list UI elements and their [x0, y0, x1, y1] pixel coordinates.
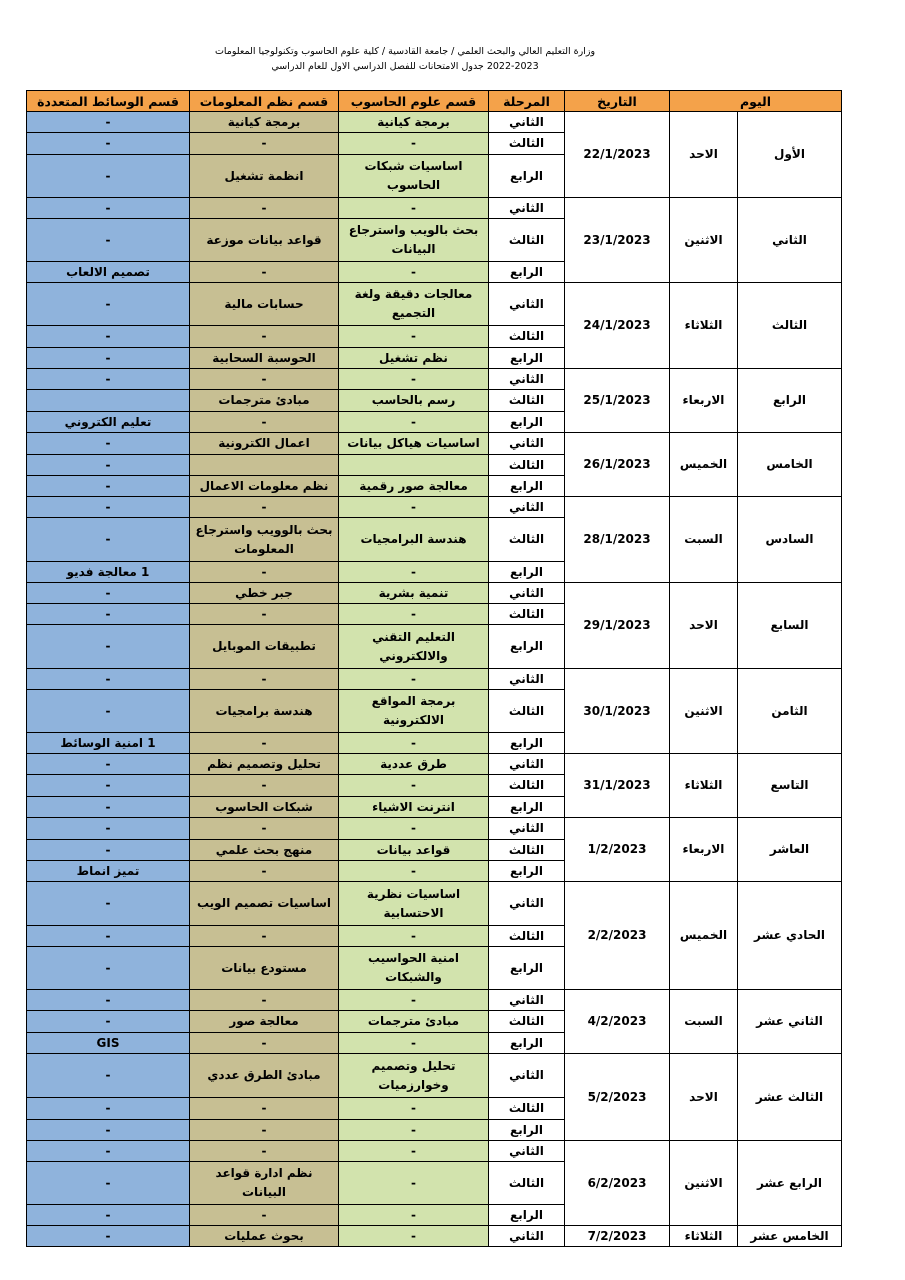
- document-header: [200, 44, 610, 74]
- cs-subject-cell: التعليم التقني والالكتروني: [339, 625, 489, 669]
- cs-subject-cell: -: [339, 198, 489, 219]
- stage-cell: الرابع: [489, 861, 565, 882]
- stage-cell: الثالث: [489, 518, 565, 562]
- cs-subject-cell: -: [339, 604, 489, 625]
- mm-subject-cell: [27, 390, 190, 412]
- stage-cell: الثاني: [489, 882, 565, 926]
- weekday-name: السبت: [670, 497, 738, 583]
- cs-subject-cell: -: [339, 1141, 489, 1162]
- cs-subject-cell: معالجة صور رقمية: [339, 476, 489, 497]
- mm-subject-cell: -: [27, 369, 190, 390]
- mm-subject-cell: -: [27, 433, 190, 455]
- mm-subject-cell: -: [27, 476, 190, 497]
- mm-subject-cell: -: [27, 926, 190, 947]
- stage-cell: الثاني: [489, 669, 565, 690]
- mm-subject-cell: GIS: [27, 1033, 190, 1054]
- weekday-name: الاثنين: [670, 669, 738, 754]
- is-subject-cell: بحوث عمليات: [190, 1226, 339, 1247]
- mm-subject-cell: تميز انماط: [27, 861, 190, 882]
- weekday-name: الثلاثاء: [670, 754, 738, 818]
- stage-cell: الرابع: [489, 947, 565, 990]
- mm-subject-cell: تصميم الالعاب: [27, 262, 190, 283]
- exam-date: 4/2/2023: [565, 990, 670, 1054]
- mm-subject-cell: -: [27, 155, 190, 198]
- stage-cell: الرابع: [489, 1120, 565, 1141]
- stage-cell: الثالث: [489, 219, 565, 262]
- is-subject-cell: جبر خطي: [190, 583, 339, 604]
- mm-subject-cell: -: [27, 1205, 190, 1226]
- table-row: [27, 669, 842, 690]
- table-row: [27, 1141, 842, 1162]
- stage-cell: الثاني: [489, 433, 565, 455]
- is-subject-cell: -: [190, 198, 339, 219]
- day-ordinal: الخامس: [738, 433, 842, 497]
- stage-cell: الرابع: [489, 348, 565, 369]
- stage-cell: الثالث: [489, 1162, 565, 1205]
- exam-date: 22/1/2023: [565, 112, 670, 198]
- stage-cell: الرابع: [489, 797, 565, 818]
- is-subject-cell: قواعد بيانات موزعة: [190, 219, 339, 262]
- header-cs-dept: قسم علوم الحاسوب: [339, 91, 489, 112]
- is-subject-cell: مبادئ مترجمات: [190, 390, 339, 412]
- exam-date: 7/2/2023: [565, 1226, 670, 1247]
- day-ordinal: الثالث: [738, 283, 842, 369]
- day-ordinal: الأول: [738, 112, 842, 198]
- cs-subject-cell: برمجة المواقع الالكترونية: [339, 690, 489, 733]
- is-subject-cell: -: [190, 1120, 339, 1141]
- mm-subject-cell: -: [27, 348, 190, 369]
- mm-subject-cell: -: [27, 797, 190, 818]
- table-row: [27, 754, 842, 775]
- stage-cell: الثاني: [489, 369, 565, 390]
- day-ordinal: الرابع: [738, 369, 842, 433]
- mm-subject-cell: -: [27, 497, 190, 518]
- mm-subject-cell: -: [27, 219, 190, 262]
- day-ordinal: الحادي عشر: [738, 882, 842, 990]
- cs-subject-cell: -: [339, 562, 489, 583]
- is-subject-cell: معالجة صور: [190, 1011, 339, 1033]
- weekday-name: السبت: [670, 990, 738, 1054]
- day-ordinal: العاشر: [738, 818, 842, 882]
- stage-cell: الثالث: [489, 1011, 565, 1033]
- mm-subject-cell: -: [27, 669, 190, 690]
- stage-cell: الثالث: [489, 326, 565, 348]
- cs-subject-cell: -: [339, 733, 489, 754]
- weekday-name: الخميس: [670, 433, 738, 497]
- mm-subject-cell: -: [27, 604, 190, 625]
- exam-schedule-table: [26, 90, 842, 1247]
- stage-cell: الثاني: [489, 283, 565, 326]
- stage-cell: الثالث: [489, 133, 565, 155]
- is-subject-cell: [190, 455, 339, 476]
- is-subject-cell: الحوسبة السحابية: [190, 348, 339, 369]
- day-ordinal: الرابع عشر: [738, 1141, 842, 1226]
- is-subject-cell: حسابات مالية: [190, 283, 339, 326]
- stage-cell: الرابع: [489, 412, 565, 433]
- is-subject-cell: -: [190, 497, 339, 518]
- is-subject-cell: -: [190, 604, 339, 625]
- mm-subject-cell: -: [27, 1162, 190, 1205]
- stage-cell: الثاني: [489, 112, 565, 133]
- exam-date: 5/2/2023: [565, 1054, 670, 1141]
- weekday-name: الاحد: [670, 1054, 738, 1141]
- stage-cell: الثالث: [489, 775, 565, 797]
- table-row: [27, 990, 842, 1011]
- cs-subject-cell: -: [339, 326, 489, 348]
- cs-subject-cell: [339, 455, 489, 476]
- mm-subject-cell: -: [27, 775, 190, 797]
- cs-subject-cell: -: [339, 497, 489, 518]
- stage-cell: الثاني: [489, 1054, 565, 1098]
- is-subject-cell: -: [190, 990, 339, 1011]
- mm-subject-cell: -: [27, 625, 190, 669]
- cs-subject-cell: -: [339, 818, 489, 840]
- mm-subject-cell: -: [27, 112, 190, 133]
- stage-cell: الثاني: [489, 818, 565, 840]
- cs-subject-cell: -: [339, 861, 489, 882]
- mm-subject-cell: -: [27, 133, 190, 155]
- is-subject-cell: -: [190, 1033, 339, 1054]
- is-subject-cell: -: [190, 562, 339, 583]
- mm-subject-cell: -: [27, 1098, 190, 1120]
- cs-subject-cell: قواعد بيانات: [339, 840, 489, 861]
- day-ordinal: السابع: [738, 583, 842, 669]
- is-subject-cell: انظمة تشغيل: [190, 155, 339, 198]
- header-line-ministry: وزارة التعليم العالي والبحث العلمي / جامعة القادسية / كلية علوم الحاسوب وتكنولوجيا المعلومات: [214, 46, 596, 57]
- mm-subject-cell: -: [27, 990, 190, 1011]
- header-date: التاريخ: [565, 91, 670, 112]
- stage-cell: الثاني: [489, 497, 565, 518]
- mm-subject-cell: -: [27, 1141, 190, 1162]
- is-subject-cell: -: [190, 369, 339, 390]
- stage-cell: الرابع: [489, 155, 565, 198]
- cs-subject-cell: معالجات دقيقة ولغة التجميع: [339, 283, 489, 326]
- cs-subject-cell: بحث بالويب واسترجاع البيانات: [339, 219, 489, 262]
- exam-date: 6/2/2023: [565, 1141, 670, 1226]
- cs-subject-cell: -: [339, 1205, 489, 1226]
- cs-subject-cell: -: [339, 775, 489, 797]
- weekday-name: الثلاثاء: [670, 1226, 738, 1247]
- cs-subject-cell: -: [339, 1098, 489, 1120]
- cs-subject-cell: -: [339, 1162, 489, 1205]
- weekday-name: الثلاثاء: [670, 283, 738, 369]
- exam-date: 23/1/2023: [565, 198, 670, 283]
- day-ordinal: التاسع: [738, 754, 842, 818]
- table-row: [27, 583, 842, 604]
- is-subject-cell: -: [190, 818, 339, 840]
- is-subject-cell: تطبيقات الموبايل: [190, 625, 339, 669]
- cs-subject-cell: -: [339, 926, 489, 947]
- is-subject-cell: شبكات الحاسوب: [190, 797, 339, 818]
- cs-subject-cell: -: [339, 1120, 489, 1141]
- mm-subject-cell: -: [27, 882, 190, 926]
- cs-subject-cell: -: [339, 412, 489, 433]
- mm-subject-cell: -: [27, 583, 190, 604]
- is-subject-cell: -: [190, 262, 339, 283]
- weekday-name: الخميس: [670, 882, 738, 990]
- exam-date: 30/1/2023: [565, 669, 670, 754]
- is-subject-cell: نظم ادارة قواعد البيانات: [190, 1162, 339, 1205]
- weekday-name: الاحد: [670, 583, 738, 669]
- stage-cell: الثالث: [489, 604, 565, 625]
- is-subject-cell: -: [190, 926, 339, 947]
- mm-subject-cell: -: [27, 455, 190, 476]
- mm-subject-cell: -: [27, 198, 190, 219]
- exam-date: 29/1/2023: [565, 583, 670, 669]
- is-subject-cell: منهج بحث علمي: [190, 840, 339, 861]
- stage-cell: الثاني: [489, 583, 565, 604]
- header-mm-dept: قسم الوسائط المتعددة: [27, 91, 190, 112]
- exam-date: 31/1/2023: [565, 754, 670, 818]
- cs-subject-cell: طرق عددية: [339, 754, 489, 775]
- mm-subject-cell: -: [27, 326, 190, 348]
- stage-cell: الثاني: [489, 1226, 565, 1247]
- cs-subject-cell: -: [339, 669, 489, 690]
- mm-subject-cell: -: [27, 1120, 190, 1141]
- header-day: اليوم: [670, 91, 842, 112]
- stage-cell: الثالث: [489, 455, 565, 476]
- mm-subject-cell: 1 معالجة فديو: [27, 562, 190, 583]
- stage-cell: الثالث: [489, 840, 565, 861]
- cs-subject-cell: انترنت الاشياء: [339, 797, 489, 818]
- stage-cell: الثاني: [489, 754, 565, 775]
- cs-subject-cell: -: [339, 1033, 489, 1054]
- cs-subject-cell: -: [339, 369, 489, 390]
- table-row: [27, 818, 842, 840]
- day-ordinal: الخامس عشر: [738, 1226, 842, 1247]
- mm-subject-cell: 1 امنية الوسائط: [27, 733, 190, 754]
- stage-cell: الرابع: [489, 1205, 565, 1226]
- cs-subject-cell: اساسيات نظرية الاحتسابية: [339, 882, 489, 926]
- table-row: [27, 1054, 842, 1098]
- cs-subject-cell: هندسة البرامجيات: [339, 518, 489, 562]
- table-row: [27, 882, 842, 926]
- table-row: [27, 1226, 842, 1247]
- mm-subject-cell: -: [27, 840, 190, 861]
- mm-subject-cell: -: [27, 818, 190, 840]
- mm-subject-cell: -: [27, 754, 190, 775]
- exam-date: 25/1/2023: [565, 369, 670, 433]
- is-subject-cell: هندسة برامجيات: [190, 690, 339, 733]
- table-row: [27, 497, 842, 518]
- weekday-name: الاثنين: [670, 1141, 738, 1226]
- cs-subject-cell: -: [339, 1226, 489, 1247]
- stage-cell: الرابع: [489, 262, 565, 283]
- stage-cell: الرابع: [489, 562, 565, 583]
- day-ordinal: الثامن: [738, 669, 842, 754]
- header-is-dept: قسم نظم المعلومات: [190, 91, 339, 112]
- stage-cell: الثالث: [489, 926, 565, 947]
- is-subject-cell: -: [190, 133, 339, 155]
- day-ordinal: السادس: [738, 497, 842, 583]
- is-subject-cell: برمجة كيانية: [190, 112, 339, 133]
- weekday-name: الاربعاء: [670, 369, 738, 433]
- cs-subject-cell: مبادئ مترجمات: [339, 1011, 489, 1033]
- is-subject-cell: -: [190, 775, 339, 797]
- mm-subject-cell: -: [27, 283, 190, 326]
- cs-subject-cell: -: [339, 990, 489, 1011]
- header-stage: المرحلة: [489, 91, 565, 112]
- stage-cell: الرابع: [489, 476, 565, 497]
- table-row: [27, 198, 842, 219]
- mm-subject-cell: -: [27, 1054, 190, 1098]
- is-subject-cell: -: [190, 1098, 339, 1120]
- stage-cell: الثالث: [489, 1098, 565, 1120]
- is-subject-cell: مبادئ الطرق عددي: [190, 1054, 339, 1098]
- is-subject-cell: -: [190, 669, 339, 690]
- cs-subject-cell: -: [339, 133, 489, 155]
- stage-cell: الثالث: [489, 690, 565, 733]
- header-row: [27, 91, 842, 112]
- cs-subject-cell: برمجة كيانية: [339, 112, 489, 133]
- is-subject-cell: مستودع بيانات: [190, 947, 339, 990]
- mm-subject-cell: -: [27, 1226, 190, 1247]
- weekday-name: الاربعاء: [670, 818, 738, 882]
- is-subject-cell: -: [190, 733, 339, 754]
- weekday-name: الاثنين: [670, 198, 738, 283]
- is-subject-cell: -: [190, 861, 339, 882]
- exam-date: 1/2/2023: [565, 818, 670, 882]
- table-row: [27, 369, 842, 390]
- table-row: [27, 283, 842, 326]
- stage-cell: الثاني: [489, 198, 565, 219]
- mm-subject-cell: -: [27, 1011, 190, 1033]
- exam-date: 28/1/2023: [565, 497, 670, 583]
- day-ordinal: الثاني: [738, 198, 842, 283]
- stage-cell: الرابع: [489, 733, 565, 754]
- mm-subject-cell: -: [27, 518, 190, 562]
- cs-subject-cell: امنية الحواسيب والشبكات: [339, 947, 489, 990]
- is-subject-cell: -: [190, 412, 339, 433]
- is-subject-cell: -: [190, 1205, 339, 1226]
- cs-subject-cell: نظم تشغيل: [339, 348, 489, 369]
- mm-subject-cell: -: [27, 947, 190, 990]
- is-subject-cell: اساسيات تصميم الويب: [190, 882, 339, 926]
- stage-cell: الرابع: [489, 625, 565, 669]
- header-line-title: 2022-2023 جدول الامتحانات للفصل الدراسي الاول للعام الدراسي: [271, 61, 539, 72]
- exam-date: 26/1/2023: [565, 433, 670, 497]
- is-subject-cell: نظم معلومات الاعمال: [190, 476, 339, 497]
- stage-cell: الرابع: [489, 1033, 565, 1054]
- cs-subject-cell: اساسيات شبكات الحاسوب: [339, 155, 489, 198]
- is-subject-cell: بحث بالوويب واسترجاع المعلومات: [190, 518, 339, 562]
- is-subject-cell: اعمال الكترونية: [190, 433, 339, 455]
- stage-cell: الثاني: [489, 990, 565, 1011]
- cs-subject-cell: تحليل وتصميم وخوارزميات: [339, 1054, 489, 1098]
- is-subject-cell: -: [190, 326, 339, 348]
- table-row: [27, 112, 842, 133]
- exam-date: 2/2/2023: [565, 882, 670, 990]
- table-row: [27, 433, 842, 455]
- stage-cell: الثاني: [489, 1141, 565, 1162]
- is-subject-cell: -: [190, 1141, 339, 1162]
- stage-cell: الثالث: [489, 390, 565, 412]
- mm-subject-cell: -: [27, 690, 190, 733]
- cs-subject-cell: اساسيات هياكل بيانات: [339, 433, 489, 455]
- cs-subject-cell: رسم بالحاسب: [339, 390, 489, 412]
- day-ordinal: الثاني عشر: [738, 990, 842, 1054]
- cs-subject-cell: -: [339, 262, 489, 283]
- weekday-name: الاحد: [670, 112, 738, 198]
- day-ordinal: الثالث عشر: [738, 1054, 842, 1141]
- is-subject-cell: تحليل وتصميم نظم: [190, 754, 339, 775]
- exam-date: 24/1/2023: [565, 283, 670, 369]
- mm-subject-cell: تعليم الكتروني: [27, 412, 190, 433]
- schedule-body: [27, 112, 842, 1247]
- cs-subject-cell: تنمية بشرية: [339, 583, 489, 604]
